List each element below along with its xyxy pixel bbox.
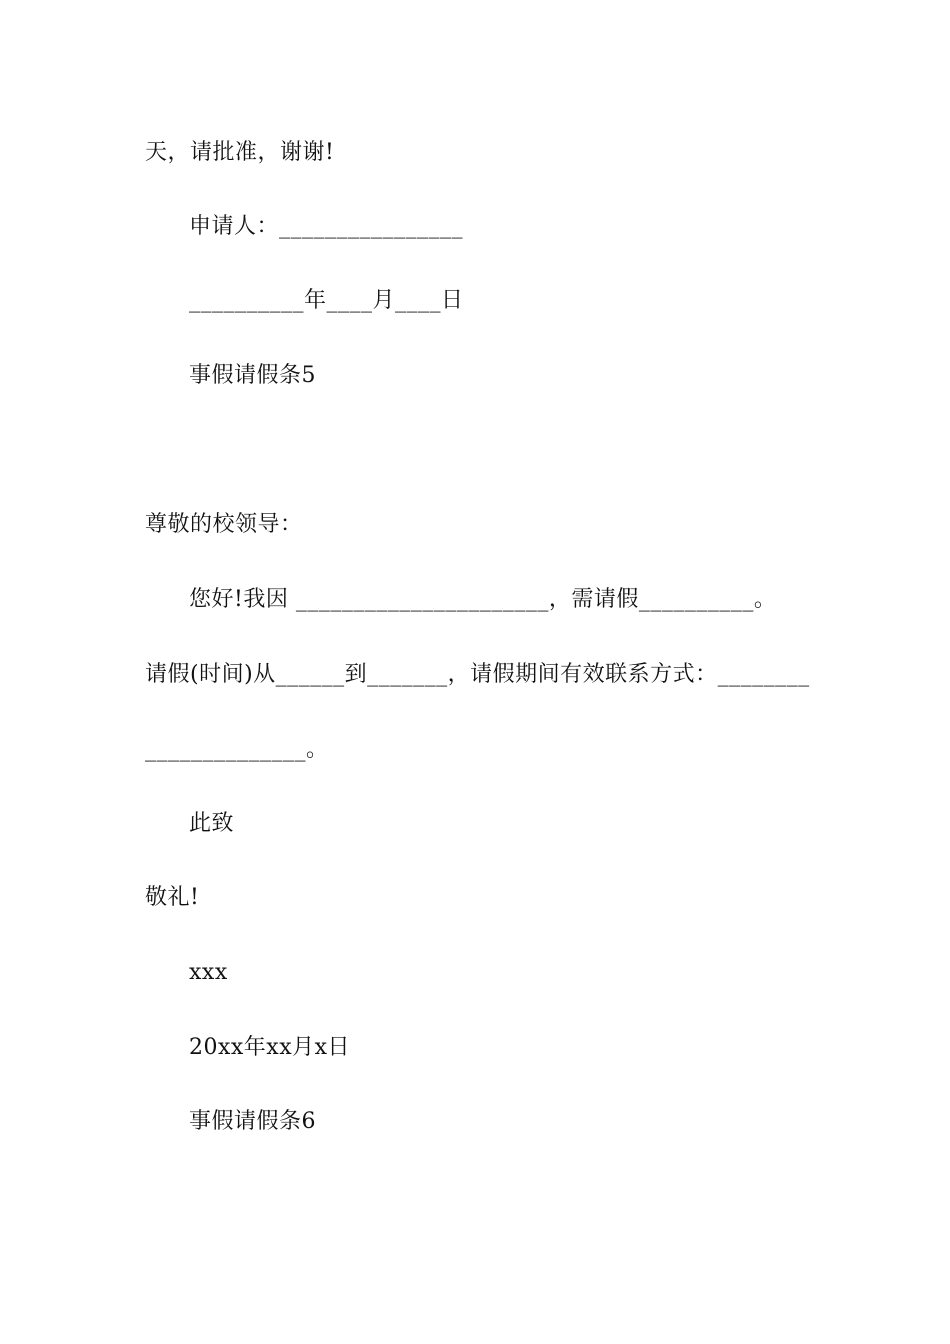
- section-heading-6: 事假请假条6: [189, 1109, 316, 1134]
- applicant-signature-line: 申请人：________________: [189, 214, 464, 239]
- regards-line: 敬礼!: [145, 885, 200, 910]
- closing-request-line: 天，请批准，谢谢!: [145, 140, 335, 165]
- closing-phrase: 此致: [189, 811, 235, 836]
- contact-continuation-line: ______________。: [145, 737, 329, 762]
- signature-name: xxx: [189, 960, 228, 985]
- time-contact-line: 请假(时间)从______到_______，请假期间有效联系方式：________: [145, 662, 810, 687]
- date-blank-line: __________年____月____日: [189, 288, 464, 313]
- reason-line: 您好!我因 ______________________，需请假__________。: [189, 587, 777, 612]
- salutation: 尊敬的校领导：: [145, 512, 303, 537]
- section-heading-5: 事假请假条5: [189, 363, 316, 388]
- signature-date: 20xx年xx月x日: [189, 1035, 351, 1060]
